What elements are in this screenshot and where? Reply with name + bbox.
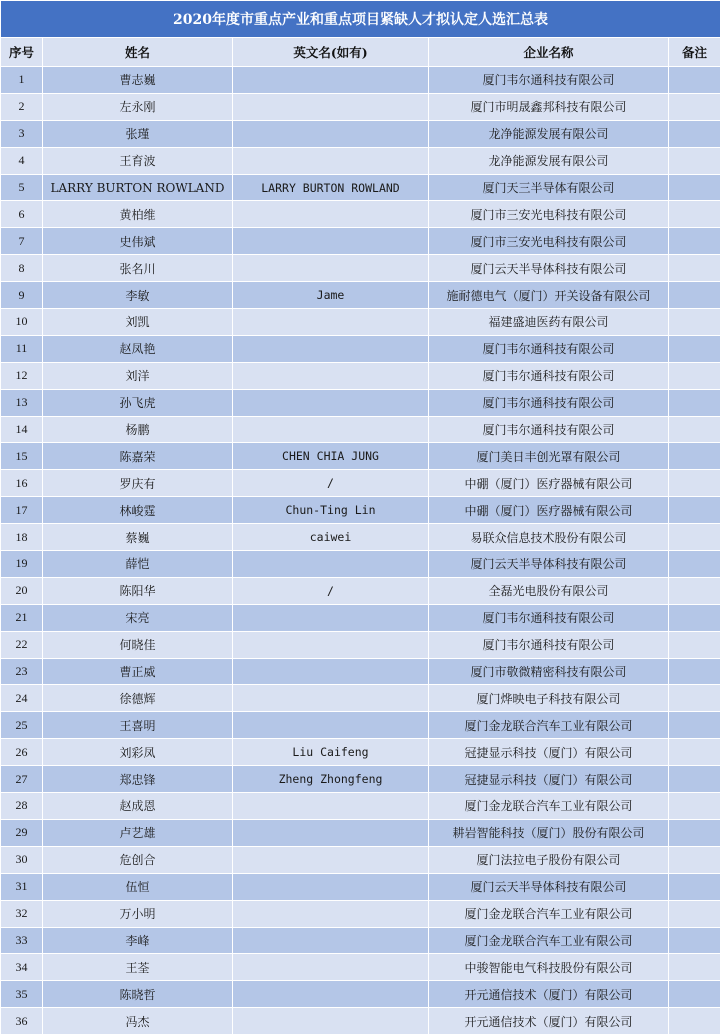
cell-remarks: [669, 497, 720, 524]
cell-company: 厦门云天半导体科技有限公司: [429, 873, 669, 900]
cell-company: 厦门云天半导体科技有限公司: [429, 255, 669, 282]
cell-name: 孙飞虎: [43, 389, 233, 416]
table-row: [1, 846, 720, 873]
cell-remarks: [669, 631, 720, 658]
cell-company: 厦门市三安光电科技有限公司: [429, 228, 669, 255]
cell-remarks: [669, 604, 720, 631]
table-row: [1, 93, 720, 120]
table-row: [1, 631, 720, 658]
cell-company: 福建盛迪医药有限公司: [429, 309, 669, 336]
table-row: [1, 228, 720, 255]
cell-english-name: [233, 362, 429, 389]
table-row: [1, 335, 720, 362]
cell-remarks: [669, 524, 720, 551]
cell-name: 刘凯: [43, 309, 233, 336]
cell-english-name: [233, 900, 429, 927]
cell-name: 陈阳华: [43, 577, 233, 604]
cell-english-name: [233, 873, 429, 900]
table-row: [1, 658, 720, 685]
cell-name: 何晓佳: [43, 631, 233, 658]
cell-remarks: [669, 766, 720, 793]
cell-english-name: [233, 819, 429, 846]
cell-index: 7: [1, 228, 43, 255]
cell-name: 林峻霆: [43, 497, 233, 524]
cell-index: 31: [1, 873, 43, 900]
cell-english-name: /: [233, 470, 429, 497]
cell-company: 冠捷显示科技（厦门）有限公司: [429, 766, 669, 793]
table-row: [1, 255, 720, 282]
table-row: [1, 685, 720, 712]
cell-english-name: [233, 67, 429, 94]
cell-english-name: [233, 793, 429, 820]
cell-name: 陈晓哲: [43, 981, 233, 1008]
cell-remarks: [669, 712, 720, 739]
cell-remarks: [669, 846, 720, 873]
header-index: 序号: [1, 38, 43, 67]
cell-remarks: [669, 120, 720, 147]
cell-company: 厦门烨映电子科技有限公司: [429, 685, 669, 712]
cell-name: 宋亮: [43, 604, 233, 631]
table-body: [1, 67, 720, 1035]
cell-english-name: Chun-Ting Lin: [233, 497, 429, 524]
cell-index: 30: [1, 846, 43, 873]
cell-company: 厦门金龙联合汽车工业有限公司: [429, 793, 669, 820]
cell-english-name: [233, 201, 429, 228]
table-row: [1, 981, 720, 1008]
cell-remarks: [669, 927, 720, 954]
cell-index: 10: [1, 309, 43, 336]
cell-index: 9: [1, 282, 43, 309]
cell-company: 施耐德电气（厦门）开关设备有限公司: [429, 282, 669, 309]
cell-name: 薛恺: [43, 551, 233, 578]
cell-english-name: [233, 93, 429, 120]
cell-name: 罗庆有: [43, 470, 233, 497]
cell-remarks: [669, 93, 720, 120]
cell-remarks: [669, 551, 720, 578]
cell-remarks: [669, 201, 720, 228]
cell-name: 郑忠锋: [43, 766, 233, 793]
cell-remarks: [669, 658, 720, 685]
cell-index: 17: [1, 497, 43, 524]
table-row: [1, 416, 720, 443]
table-row: [1, 900, 720, 927]
cell-company: 厦门韦尔通科技有限公司: [429, 389, 669, 416]
cell-remarks: [669, 873, 720, 900]
cell-name: 张瑾: [43, 120, 233, 147]
table-row: [1, 577, 720, 604]
cell-name: 王荃: [43, 954, 233, 981]
cell-english-name: [233, 335, 429, 362]
cell-name: 冯杰: [43, 1008, 233, 1035]
cell-index: 19: [1, 551, 43, 578]
cell-name: 李敏: [43, 282, 233, 309]
cell-name: 史伟斌: [43, 228, 233, 255]
table-row: [1, 362, 720, 389]
cell-english-name: [233, 846, 429, 873]
table-row: [1, 497, 720, 524]
cell-company: 冠捷显示科技（厦门）有限公司: [429, 739, 669, 766]
cell-index: 26: [1, 739, 43, 766]
table-row: [1, 309, 720, 336]
cell-english-name: /: [233, 577, 429, 604]
cell-company: 厦门韦尔通科技有限公司: [429, 416, 669, 443]
cell-name: LARRY BURTON ROWLAND: [43, 174, 233, 201]
cell-english-name: [233, 927, 429, 954]
cell-english-name: [233, 604, 429, 631]
table-row: [1, 524, 720, 551]
table-title: 2020年度市重点产业和重点项目紧缺人才拟认定人选汇总表: [1, 1, 720, 38]
cell-company: 厦门金龙联合汽车工业有限公司: [429, 712, 669, 739]
table-row: [1, 604, 720, 631]
cell-english-name: [233, 712, 429, 739]
cell-index: 2: [1, 93, 43, 120]
cell-index: 14: [1, 416, 43, 443]
table-row: [1, 1008, 720, 1035]
cell-name: 徐德辉: [43, 685, 233, 712]
cell-english-name: caiwei: [233, 524, 429, 551]
cell-index: 27: [1, 766, 43, 793]
cell-company: 厦门韦尔通科技有限公司: [429, 67, 669, 94]
cell-remarks: [669, 577, 720, 604]
table-row: [1, 793, 720, 820]
table-row: [1, 712, 720, 739]
cell-company: 厦门韦尔通科技有限公司: [429, 335, 669, 362]
cell-name: 赵凤艳: [43, 335, 233, 362]
table-row: [1, 819, 720, 846]
cell-company: 龙净能源发展有限公司: [429, 147, 669, 174]
cell-name: 刘彩凤: [43, 739, 233, 766]
cell-english-name: [233, 389, 429, 416]
cell-index: 1: [1, 67, 43, 94]
table-row: [1, 147, 720, 174]
cell-company: 开元通信技术（厦门）有限公司: [429, 981, 669, 1008]
cell-company: 厦门金龙联合汽车工业有限公司: [429, 900, 669, 927]
cell-name: 曹正威: [43, 658, 233, 685]
cell-remarks: [669, 228, 720, 255]
cell-index: 16: [1, 470, 43, 497]
cell-company: 中骏智能电气科技股份有限公司: [429, 954, 669, 981]
cell-english-name: [233, 685, 429, 712]
cell-company: 厦门天三半导体有限公司: [429, 174, 669, 201]
table-row: [1, 954, 720, 981]
cell-english-name: CHEN CHIA JUNG: [233, 443, 429, 470]
cell-remarks: [669, 685, 720, 712]
table-row: [1, 739, 720, 766]
cell-english-name: [233, 147, 429, 174]
table-row: [1, 389, 720, 416]
header-company: 企业名称: [429, 38, 669, 67]
cell-name: 刘洋: [43, 362, 233, 389]
cell-index: 11: [1, 335, 43, 362]
cell-index: 33: [1, 927, 43, 954]
cell-english-name: [233, 228, 429, 255]
title-row: [1, 1, 720, 38]
cell-remarks: [669, 900, 720, 927]
header-row: [1, 38, 720, 67]
cell-english-name: [233, 981, 429, 1008]
cell-company: 厦门美日丰创光罩有限公司: [429, 443, 669, 470]
cell-index: 23: [1, 658, 43, 685]
cell-english-name: Zheng Zhongfeng: [233, 766, 429, 793]
table-row: [1, 873, 720, 900]
cell-remarks: [669, 981, 720, 1008]
cell-english-name: [233, 1008, 429, 1035]
cell-english-name: [233, 309, 429, 336]
cell-index: 24: [1, 685, 43, 712]
cell-remarks: [669, 67, 720, 94]
cell-company: 中硼（厦门）医疗器械有限公司: [429, 497, 669, 524]
cell-index: 18: [1, 524, 43, 551]
cell-index: 29: [1, 819, 43, 846]
cell-remarks: [669, 309, 720, 336]
table-row: [1, 551, 720, 578]
table-row: [1, 174, 720, 201]
table-row: [1, 766, 720, 793]
table-row: [1, 927, 720, 954]
cell-english-name: [233, 416, 429, 443]
header-english-name: 英文名(如有): [233, 38, 429, 67]
cell-company: 厦门市三安光电科技有限公司: [429, 201, 669, 228]
cell-index: 5: [1, 174, 43, 201]
cell-name: 曹志巍: [43, 67, 233, 94]
header-name: 姓名: [43, 38, 233, 67]
cell-index: 3: [1, 120, 43, 147]
cell-name: 卢艺雄: [43, 819, 233, 846]
cell-name: 蔡巍: [43, 524, 233, 551]
cell-english-name: [233, 954, 429, 981]
cell-remarks: [669, 954, 720, 981]
cell-company: 龙净能源发展有限公司: [429, 120, 669, 147]
cell-remarks: [669, 282, 720, 309]
cell-company: 厦门市明晟鑫邦科技有限公司: [429, 93, 669, 120]
cell-remarks: [669, 147, 720, 174]
cell-english-name: [233, 255, 429, 282]
cell-remarks: [669, 174, 720, 201]
cell-company: 厦门云天半导体科技有限公司: [429, 551, 669, 578]
cell-english-name: [233, 551, 429, 578]
cell-index: 36: [1, 1008, 43, 1035]
cell-remarks: [669, 335, 720, 362]
cell-company: 厦门金龙联合汽车工业有限公司: [429, 927, 669, 954]
cell-english-name: LARRY BURTON ROWLAND: [233, 174, 429, 201]
cell-index: 4: [1, 147, 43, 174]
table-row: [1, 282, 720, 309]
cell-english-name: [233, 631, 429, 658]
cell-company: 厦门韦尔通科技有限公司: [429, 362, 669, 389]
cell-index: 34: [1, 954, 43, 981]
cell-english-name: Jame: [233, 282, 429, 309]
cell-company: 中硼（厦门）医疗器械有限公司: [429, 470, 669, 497]
cell-company: 全磊光电股份有限公司: [429, 577, 669, 604]
cell-index: 35: [1, 981, 43, 1008]
cell-remarks: [669, 739, 720, 766]
cell-company: 开元通信技术（厦门）有限公司: [429, 1008, 669, 1035]
cell-index: 22: [1, 631, 43, 658]
table-row: [1, 67, 720, 94]
header-remarks: 备注: [669, 38, 720, 67]
cell-name: 赵成恩: [43, 793, 233, 820]
cell-index: 13: [1, 389, 43, 416]
cell-name: 黄柏维: [43, 201, 233, 228]
cell-remarks: [669, 362, 720, 389]
cell-company: 厦门韦尔通科技有限公司: [429, 631, 669, 658]
cell-index: 8: [1, 255, 43, 282]
cell-english-name: [233, 120, 429, 147]
cell-company: 厦门法拉电子股份有限公司: [429, 846, 669, 873]
cell-remarks: [669, 1008, 720, 1035]
table-row: [1, 201, 720, 228]
cell-name: 王育波: [43, 147, 233, 174]
cell-name: 伍恒: [43, 873, 233, 900]
cell-english-name: Liu Caifeng: [233, 739, 429, 766]
cell-index: 20: [1, 577, 43, 604]
cell-name: 左永刚: [43, 93, 233, 120]
cell-name: 李峰: [43, 927, 233, 954]
cell-remarks: [669, 416, 720, 443]
cell-remarks: [669, 819, 720, 846]
table-row: [1, 120, 720, 147]
cell-index: 28: [1, 793, 43, 820]
cell-remarks: [669, 255, 720, 282]
cell-company: 厦门市敬微精密科技有限公司: [429, 658, 669, 685]
cell-company: 厦门韦尔通科技有限公司: [429, 604, 669, 631]
cell-index: 6: [1, 201, 43, 228]
cell-index: 21: [1, 604, 43, 631]
cell-index: 12: [1, 362, 43, 389]
cell-name: 王喜明: [43, 712, 233, 739]
cell-name: 危创合: [43, 846, 233, 873]
cell-name: 张名川: [43, 255, 233, 282]
cell-remarks: [669, 793, 720, 820]
cell-name: 万小明: [43, 900, 233, 927]
table-row: [1, 443, 720, 470]
cell-index: 32: [1, 900, 43, 927]
cell-name: 陈嘉荣: [43, 443, 233, 470]
cell-index: 25: [1, 712, 43, 739]
cell-company: 耕岩智能科技（厦门）股份有限公司: [429, 819, 669, 846]
cell-remarks: [669, 389, 720, 416]
cell-company: 易联众信息技术股份有限公司: [429, 524, 669, 551]
cell-remarks: [669, 470, 720, 497]
cell-remarks: [669, 443, 720, 470]
cell-english-name: [233, 658, 429, 685]
cell-name: 杨鹏: [43, 416, 233, 443]
cell-index: 15: [1, 443, 43, 470]
table-row: [1, 470, 720, 497]
